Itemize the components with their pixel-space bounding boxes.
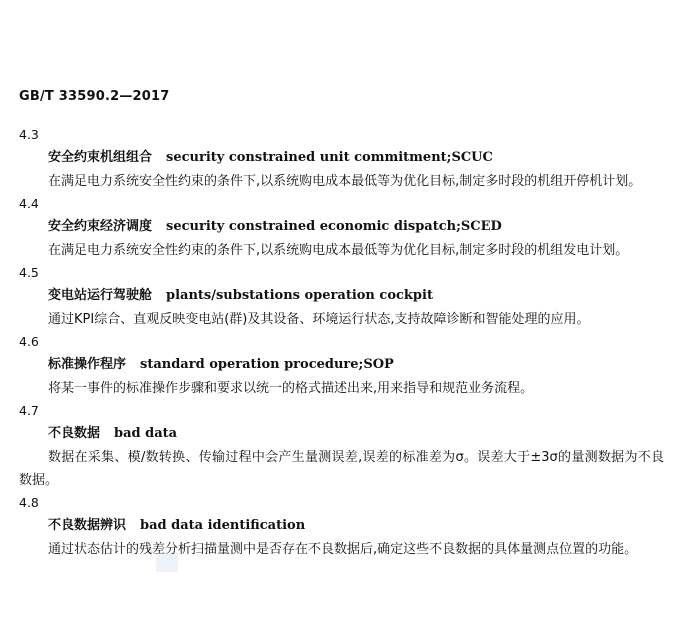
term-number: 4.8 bbox=[19, 495, 39, 510]
terms-list bbox=[19, 124, 664, 561]
term-title-zh: 变电站运行驾驶舱 bbox=[48, 288, 153, 303]
standard-code: GB/T 33590.2—2017 bbox=[19, 89, 170, 104]
term-title-zh: 标准操作程序 bbox=[48, 357, 127, 372]
term-entry-4-5 bbox=[19, 262, 664, 331]
term-title bbox=[19, 514, 664, 538]
term-title-en: bad data identification bbox=[140, 518, 306, 533]
term-title-zh: 安全约束经济调度 bbox=[48, 219, 153, 234]
term-title-zh: 安全约束机组组合 bbox=[48, 150, 153, 165]
term-title-en: plants/substations operation cockpit bbox=[166, 288, 433, 303]
term-title bbox=[19, 215, 664, 239]
term-definition: 在满足电力系统安全性约束的条件下,以系统购电成本最低等为优化目标,制定多时段的机组开停机计划。 bbox=[48, 174, 642, 189]
term-number: 4.3 bbox=[19, 127, 39, 142]
term-title-en: security constrained unit commitment;SCUC bbox=[166, 150, 493, 165]
term-entry-4-6 bbox=[19, 331, 664, 400]
term-title-en: standard operation procedure;SOP bbox=[140, 357, 394, 372]
term-title bbox=[19, 353, 664, 377]
term-entry-4-4 bbox=[19, 193, 664, 262]
term-title-en: security constrained economic dispatch;SCED bbox=[166, 219, 502, 234]
term-definition: 通过KPI综合、直观反映变电站(群)及其设备、环境运行状态,支持故障诊断和智能处理的应用。 bbox=[48, 312, 590, 327]
term-definition: 数据在采集、模/数转换、传输过程中会产生量测误差,误差的标准差为σ。误差大于±3σ的量测数据为不良数据。 bbox=[19, 450, 664, 488]
term-title bbox=[19, 422, 664, 446]
term-entry-4-3 bbox=[19, 124, 664, 193]
term-title bbox=[19, 146, 664, 170]
term-entry-4-8 bbox=[19, 492, 664, 561]
term-number: 4.5 bbox=[19, 265, 39, 280]
faint-watermark-mark bbox=[156, 552, 178, 572]
term-title-zh: 不良数据 bbox=[48, 426, 101, 441]
term-definition: 通过状态估计的残差分析扫描量测中是否存在不良数据后,确定这些不良数据的具体量测点位置的功能。 bbox=[48, 542, 638, 557]
term-title-en: bad data bbox=[114, 426, 178, 441]
term-number: 4.7 bbox=[19, 403, 39, 418]
term-title-zh: 不良数据辨识 bbox=[48, 518, 127, 533]
term-entry-4-7 bbox=[19, 400, 664, 492]
term-number: 4.6 bbox=[19, 334, 39, 349]
term-definition: 将某一事件的标准操作步骤和要求以统一的格式描述出来,用来指导和规范业务流程。 bbox=[48, 381, 534, 396]
term-definition: 在满足电力系统安全性约束的条件下,以系统购电成本最低等为优化目标,制定多时段的机组发电计划。 bbox=[48, 243, 629, 258]
term-title bbox=[19, 284, 664, 308]
term-number: 4.4 bbox=[19, 196, 39, 211]
